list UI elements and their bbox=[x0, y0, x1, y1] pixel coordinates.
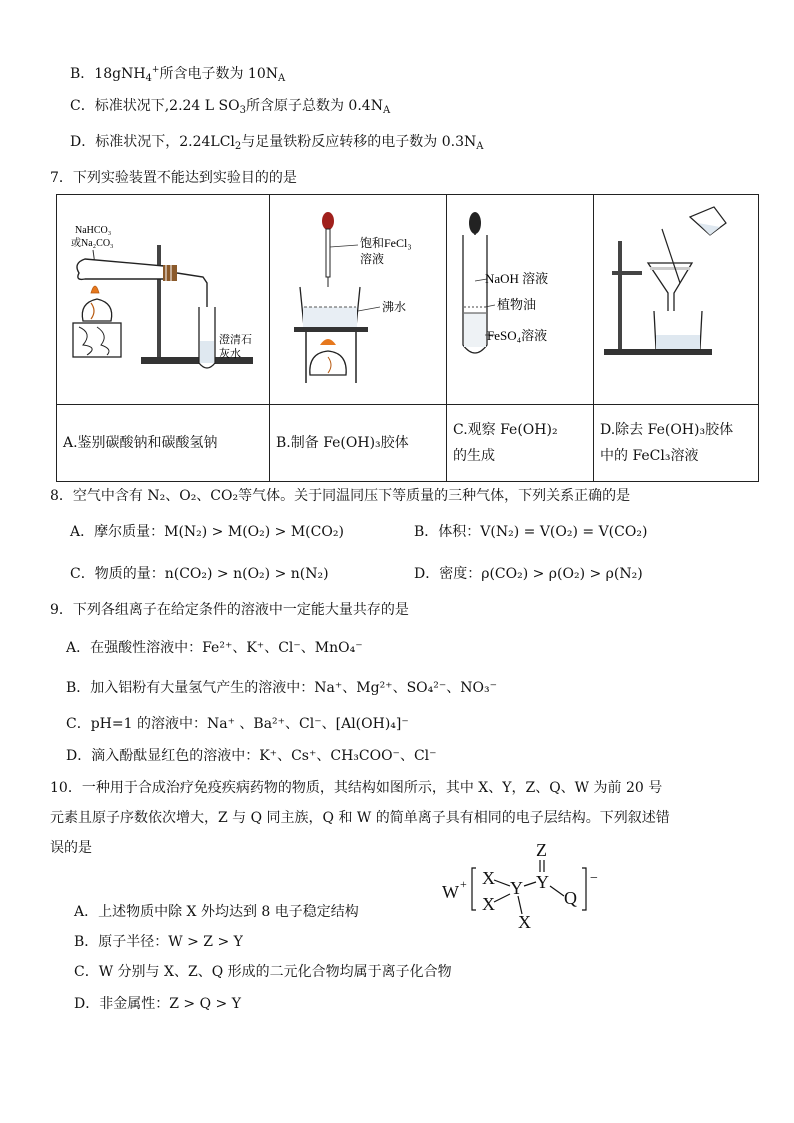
ferrous-hydroxide-illustration bbox=[447, 195, 593, 400]
q10-stem-line-2: 元素且原子序数依次增大，Z 与 Q 同主族，Q 和 W 的简单离子具有相同的电子层结构。下列叙述错 bbox=[50, 810, 670, 826]
atom-y-right: Y bbox=[536, 872, 549, 892]
q10-option-a: A．上述物质中除 X 外均达到 8 电子稳定结构 bbox=[74, 904, 359, 920]
q10-option-b: B．原子半径：W > Z > Y bbox=[74, 934, 243, 950]
panel-c-label-oil: 植物油 bbox=[497, 297, 537, 312]
panel-a-label-limewater-2: 灰水 bbox=[219, 348, 241, 360]
caption-a: A.鉴别碳酸钠和碳酸氢钠 bbox=[57, 405, 270, 482]
panel-a bbox=[57, 195, 270, 405]
colloid-preparation-illustration bbox=[270, 195, 446, 400]
panel-c-label-naoh: NaOH 溶液 bbox=[485, 271, 549, 286]
heating-apparatus-illustration bbox=[57, 195, 269, 400]
q7-stem: 7．下列实验装置不能达到实验目的的是 bbox=[50, 170, 297, 186]
panel-b-label-fecl3: 饱和FeCl₃ bbox=[360, 236, 412, 250]
caption-c: C.观察 Fe(OH)₂ 的生成 bbox=[447, 405, 594, 482]
q10-option-c: C．W 分别与 X、Z、Q 形成的二元化合物均属于离子化合物 bbox=[74, 964, 452, 980]
atom-x-top: X bbox=[482, 868, 495, 888]
q9-stem: 9．下列各组离子在给定条件的溶液中一定能大量共存的是 bbox=[50, 602, 409, 618]
q8-option-a: A．摩尔质量：M(N₂) > M(O₂) > M(CO₂) bbox=[70, 524, 344, 540]
q6-option-b: B．18gNH$_4$+所含电子数为 $10N_A$ bbox=[70, 65, 286, 84]
panel-b-label-solution: 溶液 bbox=[360, 252, 385, 266]
atom-y-left: Y bbox=[510, 878, 523, 898]
q8-option-b: B．体积：V(N₂) = V(O₂) = V(CO₂) bbox=[414, 524, 648, 540]
q8-stem: 8．空气中含有 N₂、O₂、CO₂等气体。关于同温同压下等质量的三种气体，下列关系正确的是 bbox=[50, 488, 631, 504]
q10-stem-line-3: 误的是 bbox=[50, 840, 92, 856]
panel-a-label-na2co3: 或Na₂CO₃ bbox=[71, 238, 114, 249]
atom-x-lower: X bbox=[518, 912, 531, 932]
panel-a-label-nahco3: NaHCO₃ bbox=[75, 225, 112, 236]
q9-option-d: D．滴入酚酞显红色的溶液中：K⁺、Cs⁺、CH₃COO⁻、Cl⁻ bbox=[66, 748, 437, 764]
charge-plus: + bbox=[460, 877, 467, 891]
q9-option-c: C．pH=1 的溶液中：Na⁺ 、Ba²⁺、Cl⁻、[Al(OH)₄]⁻ bbox=[66, 716, 409, 732]
q10-stem-line-1: 10．一种用于合成治疗免疫疾病药物的物质，其结构如图所示，其中 X、Y，Z、Q、W 为前 20 号 bbox=[50, 780, 663, 796]
panel-d bbox=[594, 195, 759, 405]
q8-option-c: C．物质的量：n(CO₂) > n(O₂) > n(N₂) bbox=[70, 566, 329, 582]
panel-b-label-boiling-water: 沸水 bbox=[382, 300, 407, 314]
filtration-illustration bbox=[594, 195, 758, 400]
q7-apparatus-table bbox=[56, 194, 759, 482]
atom-x-bottom: X bbox=[482, 894, 495, 914]
q6-option-c: C．标准状况下,2.24 L $SO_3$所含原子总数为 $0.4N_A$ bbox=[70, 98, 391, 116]
caption-d: D.除去 Fe(OH)₃胶体 中的 FeCl₃溶液 bbox=[594, 405, 759, 482]
q9-option-b: B．加入铝粉有大量氢气产生的溶液中：Na⁺、Mg²⁺、SO₄²⁻、NO₃⁻ bbox=[66, 680, 497, 696]
q10-option-d: D．非金属性：Z > Q > Y bbox=[74, 996, 241, 1012]
q10-structure-diagram bbox=[440, 838, 610, 938]
q8-option-d: D．密度：ρ(CO₂) > ρ(O₂) > ρ(N₂) bbox=[414, 566, 643, 582]
panel-b bbox=[270, 195, 447, 405]
charge-minus: − bbox=[590, 871, 598, 886]
panel-c-label-feso4: FeSO₄溶液 bbox=[487, 328, 548, 343]
atom-q: Q bbox=[564, 888, 577, 908]
atom-z: Z bbox=[536, 840, 547, 860]
caption-b: B.制备 Fe(OH)₃胶体 bbox=[270, 405, 447, 482]
atom-w: W bbox=[442, 882, 459, 902]
panel-c bbox=[447, 195, 594, 405]
q9-option-a: A．在强酸性溶液中：Fe²⁺、K⁺、Cl⁻、MnO₄⁻ bbox=[66, 640, 363, 656]
panel-a-label-limewater-1: 澄清石 bbox=[219, 334, 252, 346]
q6-option-d: D．标准状况下，2.24LCl$_2$与足量铁粉反应转移的电子数为 $0.3N_A$ bbox=[70, 134, 484, 152]
